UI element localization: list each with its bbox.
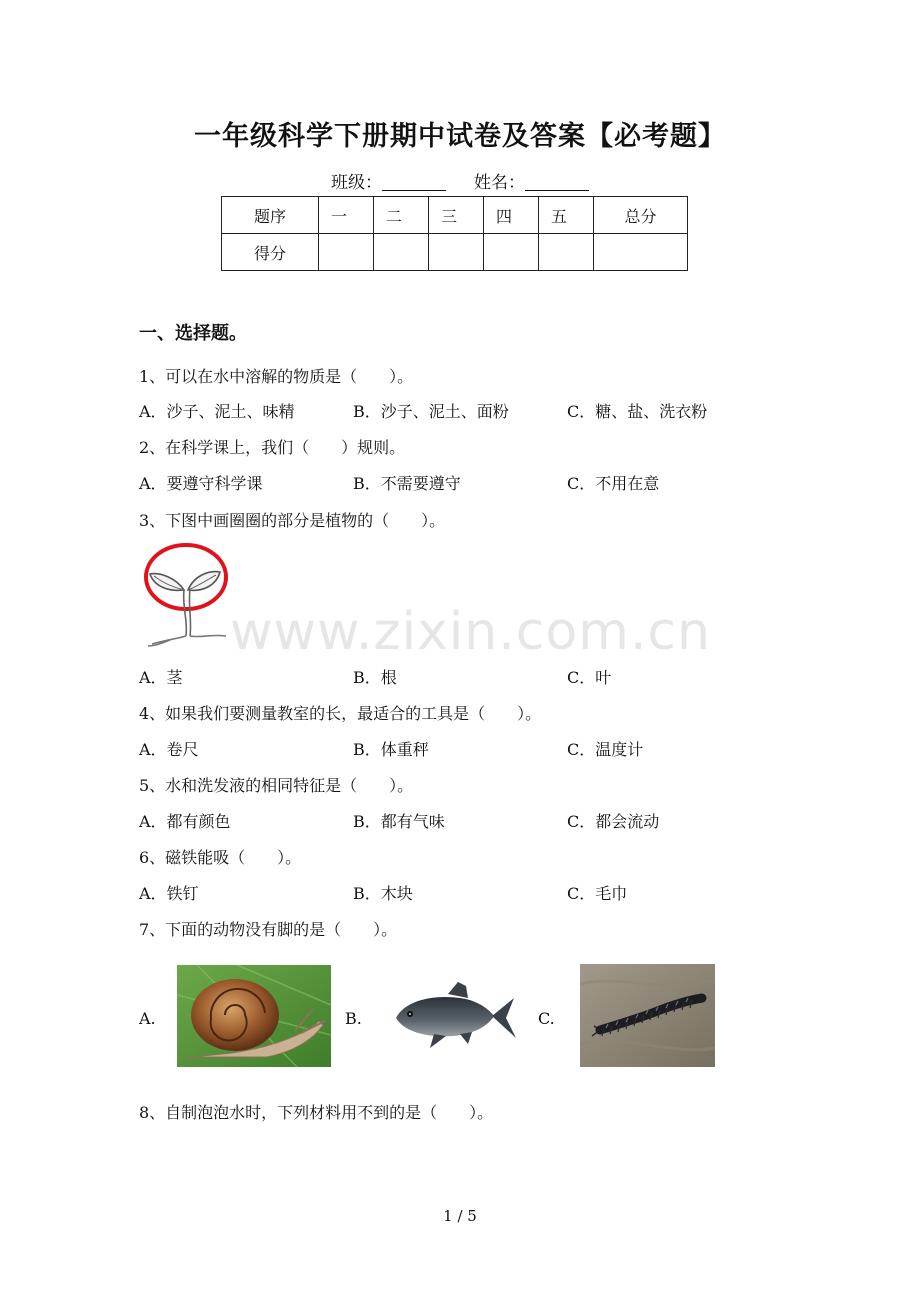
option-b[interactable]: B．根 — [353, 668, 397, 687]
question-stem: 4、如果我们要测量教室的长，最适合的工具是（ ）。 — [139, 704, 542, 723]
table-cell: 总分 — [594, 197, 688, 234]
option-a[interactable]: A．铁钉 — [139, 884, 199, 903]
table-cell: 二 — [374, 197, 429, 234]
option-c[interactable]: C．叶 — [567, 668, 612, 687]
table-cell: 得分 — [222, 234, 319, 271]
option-a[interactable]: A．都有颜色 — [139, 812, 231, 831]
option-a[interactable]: A. — [139, 1009, 156, 1028]
fish-image[interactable] — [390, 980, 518, 1052]
option-c[interactable]: C．糖、盐、洗衣粉 — [567, 402, 708, 421]
option-c[interactable]: C. — [538, 1009, 555, 1028]
class-blank[interactable] — [382, 173, 446, 191]
page-number: 1 / 5 — [443, 1207, 477, 1225]
table-cell: 题序 — [222, 197, 319, 234]
question-stem: 8、自制泡泡水时，下列材料用不到的是（ ）。 — [139, 1103, 494, 1122]
score-table-header-row — [222, 197, 688, 234]
score-cell[interactable] — [319, 234, 374, 271]
option-b[interactable]: B．都有气味 — [353, 812, 445, 831]
table-cell: 一 — [319, 197, 374, 234]
option-c[interactable]: C．都会流动 — [567, 812, 660, 831]
snail-image[interactable] — [177, 965, 331, 1067]
option-b[interactable]: B．体重秤 — [353, 740, 429, 759]
score-cell[interactable] — [374, 234, 429, 271]
score-cell[interactable] — [484, 234, 539, 271]
class-label: 班级： — [331, 173, 382, 193]
name-blank[interactable] — [525, 173, 589, 191]
question-stem: 6、磁铁能吸（ ）。 — [139, 848, 302, 867]
student-info — [0, 168, 920, 193]
score-table-score-row — [222, 234, 688, 271]
plant-sprout-image — [140, 540, 232, 652]
score-table — [221, 196, 688, 271]
option-c[interactable]: C．毛巾 — [567, 884, 628, 903]
option-c[interactable]: C．不用在意 — [567, 474, 660, 493]
section-title: 一、选择题。 — [139, 323, 247, 344]
name-label: 姓名： — [474, 173, 525, 193]
table-cell: 五 — [539, 197, 594, 234]
page-title: 一年级科学下册期中试卷及答案【必考题】 — [194, 121, 726, 152]
question-stem: 7、下面的动物没有脚的是（ ）。 — [139, 920, 398, 939]
table-cell: 四 — [484, 197, 539, 234]
watermark: www.zixin.com.cn — [230, 602, 711, 662]
option-c[interactable]: C．温度计 — [567, 740, 644, 759]
option-a[interactable]: A．卷尺 — [139, 740, 199, 759]
option-b[interactable]: B. — [345, 1009, 362, 1028]
option-b[interactable]: B．沙子、泥土、面粉 — [353, 402, 509, 421]
score-cell[interactable] — [429, 234, 484, 271]
question-stem: 5、水和洗发液的相同特征是（ ）。 — [139, 776, 414, 795]
millipede-image[interactable] — [580, 964, 715, 1067]
stem-icon — [184, 590, 191, 636]
root-icon — [148, 635, 226, 646]
option-a[interactable]: A．沙子、泥土、味精 — [139, 402, 295, 421]
question-stem: 3、下图中画圈圈的部分是植物的（ ）。 — [139, 511, 446, 530]
question-stem: 2、在科学课上，我们（ ）规则。 — [139, 438, 406, 457]
question-stem: 1、可以在水中溶解的物质是（ ）。 — [139, 367, 414, 386]
table-cell: 三 — [429, 197, 484, 234]
option-a[interactable]: A．茎 — [139, 668, 183, 687]
score-cell[interactable] — [539, 234, 594, 271]
option-b[interactable]: B．不需要遵守 — [353, 474, 461, 493]
option-b[interactable]: B．木块 — [353, 884, 413, 903]
fish-tail-icon — [492, 998, 516, 1038]
score-cell[interactable] — [594, 234, 688, 271]
option-a[interactable]: A．要遵守科学课 — [139, 474, 263, 493]
